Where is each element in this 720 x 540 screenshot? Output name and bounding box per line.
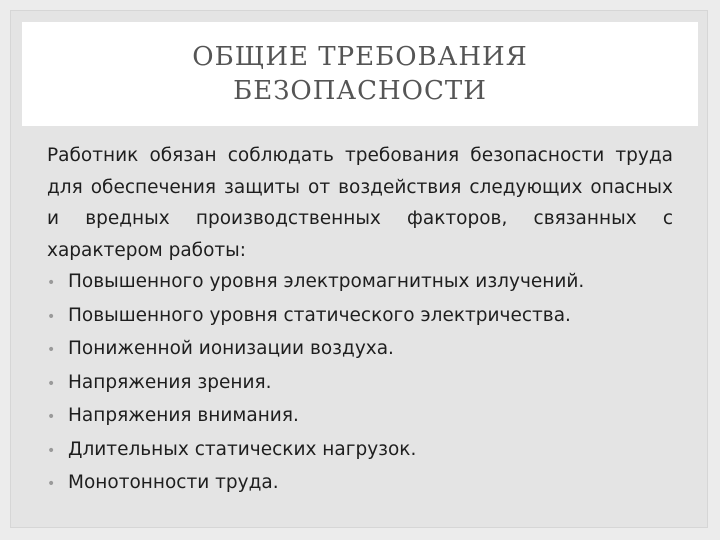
list-item [47, 300, 673, 334]
title-box [22, 22, 698, 126]
bullet-icon: • [47, 442, 56, 459]
intro-paragraph: Работник обязан соблюдать требования безопасности труда для обеспечения защиты от воздействия следующих опасных и вредных производственных факторов, связанных с характером работы: [47, 145, 673, 261]
content-area [47, 140, 673, 501]
list-item [47, 467, 673, 501]
list-item [47, 400, 673, 434]
list-item [47, 367, 673, 401]
bullet-icon: • [47, 342, 56, 358]
list-item-text: Монотонности труда. [68, 472, 279, 493]
list-item [47, 333, 673, 367]
bullet-icon: • [47, 409, 56, 425]
title-line-1: ОБЩИЕ ТРЕБОВАНИЯ [192, 42, 528, 72]
list-item-text: Повышенного уровня статического электричества. [68, 304, 571, 326]
list-item-text: Напряжения зрения. [68, 371, 272, 393]
list-item-text: Пониженной ионизации воздуха. [68, 338, 394, 359]
list-item-text: Повышенного уровня электромагнитных излучений. [68, 271, 585, 292]
bullet-list [47, 266, 673, 501]
bullet-icon: • [47, 308, 56, 325]
list-item-text: Напряжения внимания. [68, 405, 299, 426]
bullet-icon: • [47, 375, 56, 392]
bullet-icon: • [47, 275, 56, 291]
list-item [47, 434, 673, 468]
bullet-icon: • [47, 476, 56, 492]
title-line-2: БЕЗОПАСНОСТИ [233, 76, 487, 106]
list-item-text: Длительных статических нагрузок. [68, 438, 417, 460]
list-item [47, 266, 673, 300]
